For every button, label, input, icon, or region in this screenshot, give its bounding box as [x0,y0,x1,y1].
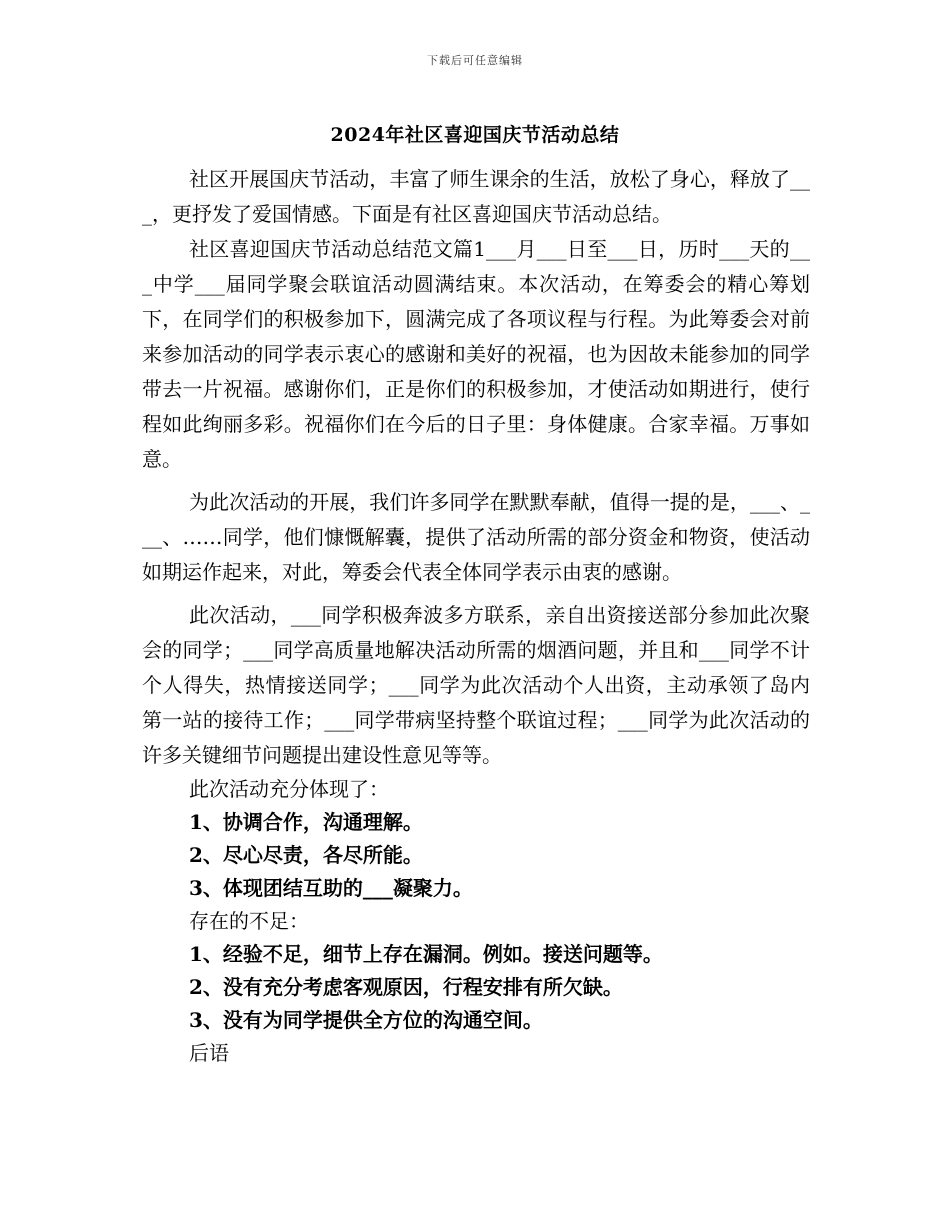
closing-label: 后语 [189,1041,229,1065]
summary-paragraph: 社区喜迎国庆节活动总结范文篇1___月___日至___日，历时___天的___中学___届同学聚会联谊活动圆满结束。本次活动，在筹委会的精心筹划下，在同学们的积极参加下，圆满完成了各项议程与行程。为此筹委会对前来参加活动的同学表示衷心的感谢和美好的祝福，也为因故未能参加的同学带去一片祝福。感谢你们，正是你们的积极参加，才使活动如期进行，使行程如此绚丽多彩。祝福你们在今后的日子里：身体健康。合家幸福。万事如意。 [142,237,810,471]
header-note: 下载后可任意编辑 [427,54,523,67]
shortcoming-item: 2、没有充分考虑客观原因，行程安排有所欠缺。 [189,975,623,999]
shortcoming-item: 1、经验不足，细节上存在漏洞。例如。接送问题等。 [189,942,663,966]
reflection-item: 2、尽心尽责，各尽所能。 [189,843,423,867]
activity-paragraph: 此次活动，___同学积极奔波多方联系，亲自出资接送部分参加此次聚会的同学；___同学高质量地解决活动所需的烟酒问题，并且和___同学不计个人得失，热情接送同学；___同学为此次活动个人出资，主动承领了岛内第一站的接待工作；___同学带病坚持整个联谊过程；___同学为此次活动的许多关键细节问题提出建设性意见等等。 [142,603,810,767]
intro-paragraph: 社区开展国庆节活动，丰富了师生课余的生活，放松了身心，释放了___，更抒发了爱国情感。下面是有社区喜迎国庆节活动总结。 [142,167,810,226]
document-body [142,162,810,1070]
shortcomings-label: 存在的不足： [189,909,309,933]
reflection-item: 3、体现团结互助的___凝聚力。 [189,876,473,900]
contribution-paragraph: 为此次活动的开展，我们许多同学在默默奉献，值得一提的是，___、___、……同学，他们慷慨解囊，提供了活动所需的部分资金和物资，使活动如期运作起来，对此，筹委会代表全体同学表示由衷的感谢。 [142,490,810,584]
reflection-item: 1、协调合作，沟通理解。 [189,810,423,834]
document-title: 2024年社区喜迎国庆节活动总结 [330,124,620,146]
shortcoming-item: 3、没有为同学提供全方位的沟通空间。 [189,1008,543,1032]
reflection-label: 此次活动充分体现了： [189,777,389,801]
